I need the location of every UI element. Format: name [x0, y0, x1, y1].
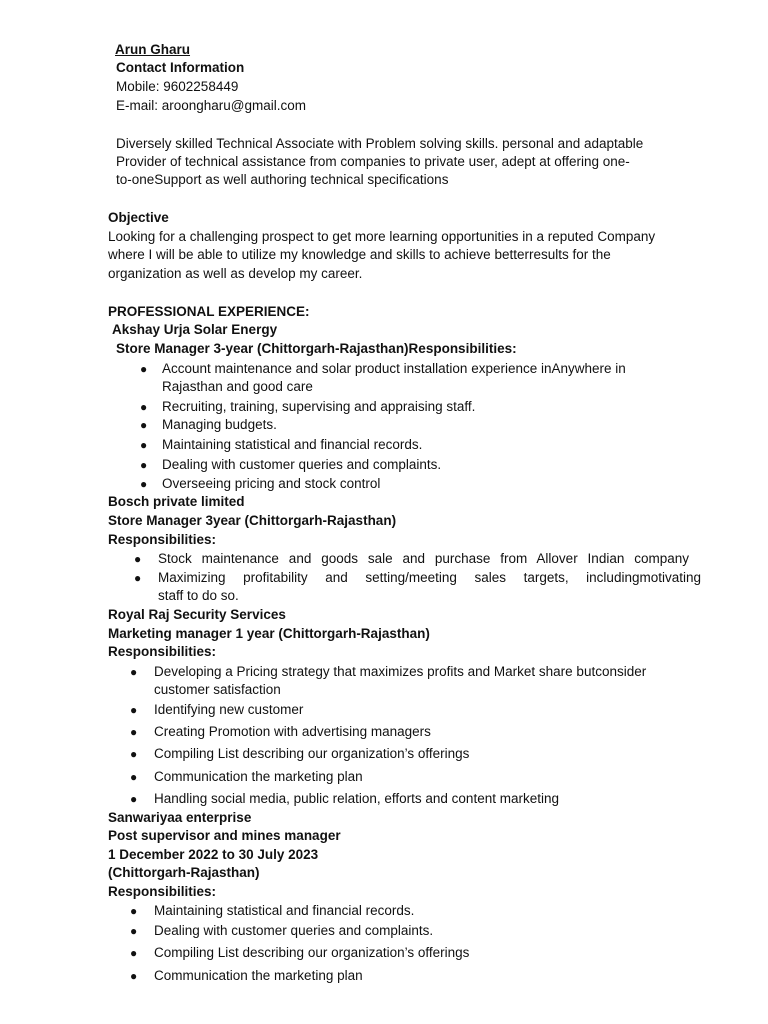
- list-item: Compiling List describing our organization’s offerings: [154, 945, 470, 960]
- job-location: (Chittorgarh-Rajasthan): [108, 865, 260, 880]
- list-item: Developing a Pricing strategy that maximizes profits and Market share butconsider: [154, 664, 647, 679]
- objective-line: where I will be able to utilize my knowledge and skills to achieve betterresults for the: [108, 247, 611, 262]
- bullet-icon: ●: [130, 924, 138, 938]
- bullet-icon: ●: [130, 792, 138, 806]
- list-item: Identifying new customer: [154, 702, 304, 717]
- list-item: Managing budgets.: [162, 417, 277, 432]
- company-name: Bosch private limited: [108, 494, 245, 509]
- job-role: Store Manager 3year (Chittorgarh-Rajasthan): [108, 513, 397, 528]
- bullet-icon: ●: [130, 747, 138, 761]
- list-item: Handling social media, public relation, efforts and content marketing: [154, 791, 559, 806]
- bullet-icon: ●: [140, 362, 148, 376]
- list-item: Maximizing profitability and setting/meeting sales targets, includingmotivating: [158, 570, 701, 585]
- list-item: Creating Promotion with advertising managers: [154, 724, 431, 739]
- list-item: Maintaining statistical and financial records.: [162, 437, 423, 452]
- job-role: Post supervisor and mines manager: [108, 828, 341, 843]
- list-item-continued: Rajasthan and good care: [162, 379, 313, 394]
- bullet-icon: ●: [130, 946, 138, 960]
- objective-heading: Objective: [108, 210, 169, 225]
- objective-line: Looking for a challenging prospect to get more learning opportunities in a reputed Company: [108, 229, 656, 244]
- contact-heading: Contact Information: [116, 60, 245, 75]
- bullet-icon: ●: [140, 458, 148, 472]
- job-role: Store Manager 3-year (Chittorgarh-Rajasthan)Responsibilities:: [116, 341, 517, 356]
- bullet-icon: ●: [130, 969, 138, 983]
- objective-line: organization as well as develop my career.: [108, 266, 363, 281]
- bullet-icon: ●: [130, 665, 138, 679]
- list-item: Stock maintenance and goods sale and purchase from Allover Indian company: [158, 551, 689, 566]
- summary-line: to-oneSupport as well authoring technical specifications: [116, 172, 449, 187]
- bullet-icon: ●: [140, 438, 148, 452]
- list-item: Maintaining statistical and financial records.: [154, 903, 415, 918]
- responsibilities-label: Responsibilities:: [108, 532, 217, 547]
- list-item: Communication the marketing plan: [154, 769, 363, 784]
- bullet-icon: ●: [134, 552, 142, 566]
- bullet-icon: ●: [130, 904, 138, 918]
- email-address: E-mail: aroongharu@gmail.com: [116, 98, 307, 113]
- list-item: Dealing with customer queries and complaints.: [162, 457, 442, 472]
- list-item: Account maintenance and solar product installation experience inAnywhere in: [162, 361, 626, 376]
- bullet-icon: ●: [140, 477, 148, 491]
- job-role: Marketing manager 1 year (Chittorgarh-Rajasthan): [108, 626, 430, 641]
- candidate-name: Arun Gharu: [115, 42, 191, 57]
- mobile-number: Mobile: 9602258449: [116, 79, 239, 94]
- bullet-icon: ●: [134, 571, 142, 585]
- bullet-icon: ●: [130, 770, 138, 784]
- list-item: Compiling List describing our organization’s offerings: [154, 746, 470, 761]
- summary-line: Diversely skilled Technical Associate with Problem solving skills. personal and adaptable: [116, 136, 644, 151]
- company-name: Akshay Urja Solar Energy: [112, 322, 278, 337]
- bullet-icon: ●: [130, 725, 138, 739]
- list-item: Communication the marketing plan: [154, 968, 363, 983]
- responsibilities-label: Responsibilities:: [108, 884, 217, 899]
- bullet-icon: ●: [130, 703, 138, 717]
- job-dates: 1 December 2022 to 30 July 2023: [108, 847, 319, 862]
- company-name: Sanwariyaa enterprise: [108, 810, 252, 825]
- list-item-continued: staff to do so.: [158, 588, 239, 603]
- company-name: Royal Raj Security Services: [108, 607, 286, 622]
- experience-heading: PROFESSIONAL EXPERIENCE:: [108, 304, 310, 319]
- list-item-continued: customer satisfaction: [154, 682, 281, 697]
- list-item: Dealing with customer queries and complaints.: [154, 923, 434, 938]
- bullet-icon: ●: [140, 418, 148, 432]
- bullet-icon: ●: [140, 400, 148, 414]
- list-item: Recruiting, training, supervising and appraising staff.: [162, 399, 476, 414]
- list-item: Overseeing pricing and stock control: [162, 476, 381, 491]
- summary-line: Provider of technical assistance from companies to private user, adept at offering one-: [116, 154, 630, 169]
- responsibilities-label: Responsibilities:: [108, 644, 217, 659]
